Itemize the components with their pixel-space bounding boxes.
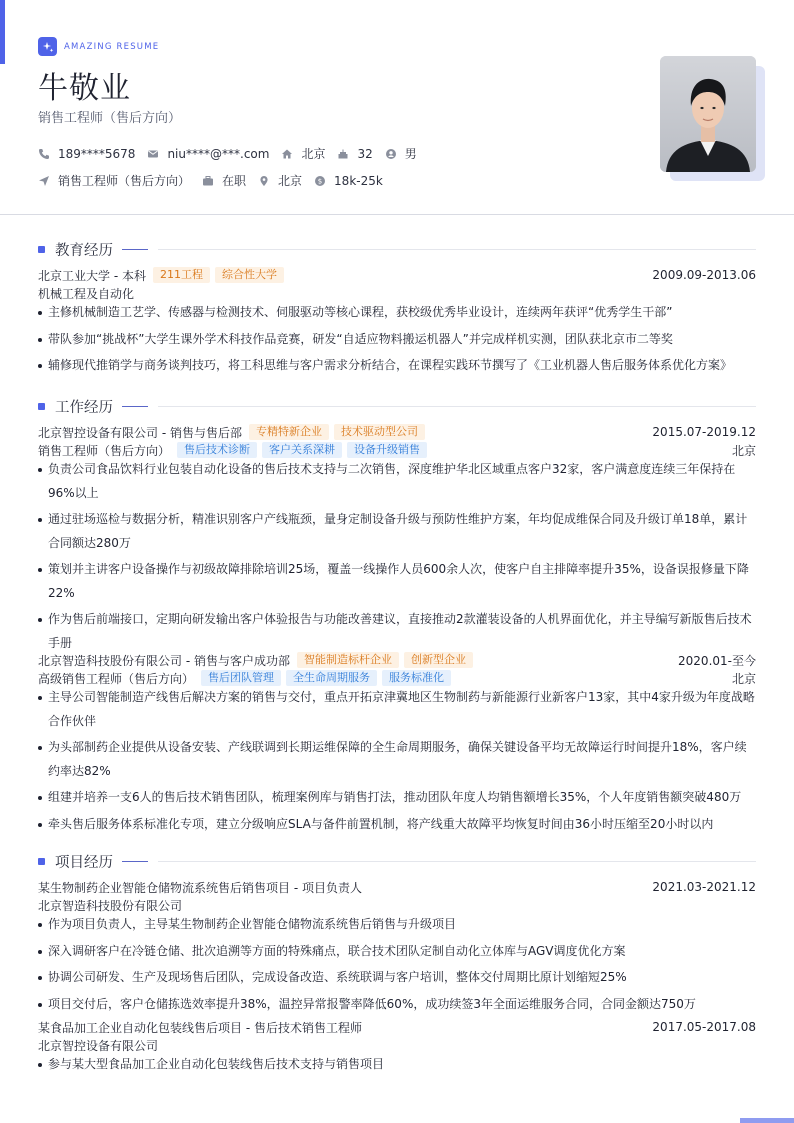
projects-section-title bbox=[38, 851, 756, 872]
work-location: 北京 bbox=[731, 671, 756, 686]
target-city-item bbox=[258, 172, 302, 189]
list-item: 为头部制药企业提供从设备安装、产线联调到长期运维保障的全生命周期服务，确保关键设备平均无故障运行时间提升18%，客户续约率达82% bbox=[38, 736, 756, 783]
phone-icon bbox=[38, 148, 50, 160]
svg-text:$: $ bbox=[317, 177, 323, 186]
age-item bbox=[337, 147, 372, 161]
skill-tag: 售后技术诊断 bbox=[177, 442, 257, 458]
project-company-line bbox=[38, 896, 756, 914]
target-role-item bbox=[38, 172, 190, 189]
education-bullets bbox=[38, 301, 756, 381]
education-section-title bbox=[38, 239, 756, 260]
salary-value: 18k-25k bbox=[334, 173, 383, 188]
cake-icon bbox=[337, 148, 349, 160]
company-line: 北京智造科技股份有限公司 - 销售与客户成功部 bbox=[38, 653, 290, 668]
project-company: 北京智控设备有限公司 bbox=[38, 1038, 159, 1053]
phone-item bbox=[38, 147, 135, 161]
list-item: 作为项目负责人，主导某生物制药企业智能仓储物流系统售后销售与升级项目 bbox=[38, 913, 756, 937]
education-major-line bbox=[38, 284, 756, 302]
list-item: 带队参加“挑战杯”大学生课外学术科技作品竞赛，研发“自适应物料搬运机器人”并完成样机实测，团队获北京市二等奖 bbox=[38, 328, 756, 352]
work-section-title bbox=[38, 396, 756, 417]
briefcase-icon bbox=[202, 175, 214, 187]
city-item bbox=[281, 145, 325, 162]
company-line: 北京智控设备有限公司 - 销售与售后部 bbox=[38, 425, 242, 440]
project-entry-header bbox=[38, 1018, 756, 1036]
project-company-line bbox=[38, 1036, 756, 1054]
list-item: 主导公司智能制造产线售后解决方案的销售与交付，重点开拓京津冀地区生物制药与新能源行业新客户13家，其中4家升级为年度战略合作伙伴 bbox=[38, 686, 756, 733]
candidate-role: 销售工程师（售后方向） bbox=[38, 111, 182, 126]
status-value: 在职 bbox=[222, 174, 247, 188]
city-value: 北京 bbox=[301, 147, 326, 161]
brand bbox=[38, 37, 159, 56]
company-tag: 智能制造标杆企业 bbox=[297, 652, 399, 668]
list-item: 牵头售后服务体系标准化专项，建立分级响应SLA与备件前置机制，将产线重大故障平均恢复时间由36小时压缩至20小时以内 bbox=[38, 813, 756, 837]
skill-tag: 服务标准化 bbox=[382, 670, 451, 686]
work-date: 2020.01-至今 bbox=[678, 653, 756, 668]
phone-value: 189****5678 bbox=[58, 146, 136, 161]
list-item: 策划并主讲客户设备操作与初级故障排除培训25场，覆盖一线操作人员600余人次，使客户自主排障率提升35%，设备误报修量下降22% bbox=[38, 558, 756, 605]
work-bullets bbox=[38, 686, 756, 839]
gender-item bbox=[385, 145, 417, 162]
send-icon bbox=[38, 175, 50, 187]
age-value: 32 bbox=[357, 146, 373, 161]
gender-value: 男 bbox=[404, 147, 417, 161]
list-item: 协调公司研发、生产及现场售后团队，完成设备改造、系统联调与客户培训，整体交付周期比原计划缩短25% bbox=[38, 966, 756, 990]
projects-title: 项目经历 bbox=[55, 855, 113, 871]
company-tag: 创新型企业 bbox=[404, 652, 473, 668]
section-rule bbox=[158, 406, 756, 407]
school-tag: 211工程 bbox=[153, 267, 210, 283]
major: 机械工程及自动化 bbox=[38, 286, 135, 301]
project-entry-header bbox=[38, 878, 756, 896]
section-rule bbox=[158, 861, 756, 862]
list-item: 主修机械制造工艺学、传感器与检测技术、伺服驱动等核心课程，获校级优秀毕业设计，连续两年获评“优秀学生干部” bbox=[38, 301, 756, 325]
salary-item bbox=[314, 174, 383, 188]
work-position-line bbox=[38, 669, 756, 687]
list-item: 辅修现代推销学与商务谈判技巧，将工科思维与客户需求分析结合，在课程实践环节撰写了《工业机器人售后服务体系优化方案》 bbox=[38, 354, 756, 378]
home-icon bbox=[281, 148, 293, 160]
work-location: 北京 bbox=[731, 443, 756, 458]
section-marker bbox=[38, 858, 45, 865]
project-date: 2021.03-2021.12 bbox=[652, 880, 756, 894]
mail-icon bbox=[147, 148, 159, 160]
skill-tag: 全生命周期服务 bbox=[286, 670, 377, 686]
work-title: 工作经历 bbox=[55, 400, 113, 416]
education-title: 教育经历 bbox=[55, 243, 113, 259]
list-item: 作为售后前端接口，定期向研发输出客户体验报告与功能改善建议，直接推动2款灌装设备的人机界面优化，并主导编写新版售后技术手册 bbox=[38, 608, 756, 655]
location-pin-icon bbox=[258, 175, 270, 187]
list-item: 项目交付后，客户仓储拣选效率提升38%，温控异常报警率降低60%，成功续签3年全面运维服务合同，合同金额达750万 bbox=[38, 993, 756, 1017]
education-entry-header bbox=[38, 266, 756, 284]
skill-tag: 售后团队管理 bbox=[201, 670, 281, 686]
bottom-accent-bar bbox=[740, 1118, 794, 1123]
project-bullets bbox=[38, 913, 756, 1019]
money-icon bbox=[314, 175, 326, 187]
skill-tag: 设备升级销售 bbox=[347, 442, 427, 458]
list-item: 组建并培养一支6人的售后技术销售团队，梳理案例库与销售打法，推动团队年度人均销售额增长35%，个人年度销售额突破480万 bbox=[38, 786, 756, 810]
position: 高级销售工程师（售后方向） bbox=[38, 671, 195, 686]
section-dash bbox=[122, 406, 148, 407]
project-company: 北京智造科技股份有限公司 bbox=[38, 898, 183, 913]
section-dash bbox=[122, 861, 148, 862]
section-marker bbox=[38, 246, 45, 253]
school-line: 北京工业大学 - 本科 bbox=[38, 268, 146, 283]
list-item: 通过驻场巡检与数据分析，精准识别客户产线瓶颈，量身定制设备升级与预防性维护方案，年均促成维保合同及升级订单18单，累计合同额达280万 bbox=[38, 508, 756, 555]
work-entry-header bbox=[38, 651, 756, 669]
list-item: 负责公司食品饮料行业包装自动化设备的售后技术支持与二次销售，深度维护华北区域重点客户32家，客户满意度连续三年保持在96%以上 bbox=[38, 458, 756, 505]
list-item: 参与某大型食品加工企业自动化包装线售后技术支持与销售项目 bbox=[38, 1053, 756, 1077]
candidate-name: 牛敬业 bbox=[38, 71, 131, 106]
resume-header bbox=[0, 0, 794, 215]
project-bullets bbox=[38, 1053, 756, 1080]
user-circle-icon bbox=[385, 148, 397, 160]
company-tag: 技术驱动型公司 bbox=[334, 424, 425, 440]
status-item bbox=[202, 172, 246, 189]
email-value: niu****@***.com bbox=[167, 146, 270, 161]
work-bullets bbox=[38, 458, 756, 658]
project-name: 某食品加工企业自动化包装线售后项目 - 售后技术销售工程师 bbox=[38, 1020, 362, 1035]
school-tag: 综合性大学 bbox=[215, 267, 284, 283]
contact-row bbox=[38, 145, 429, 162]
project-date: 2017.05-2017.08 bbox=[652, 1020, 756, 1034]
skill-tag: 客户关系深耕 bbox=[262, 442, 342, 458]
brand-name: AMAZING RESUME bbox=[64, 41, 160, 52]
position: 销售工程师（售后方向） bbox=[38, 443, 171, 458]
section-rule bbox=[158, 249, 756, 250]
education-date: 2009.09-2013.06 bbox=[652, 268, 756, 282]
section-dash bbox=[122, 249, 148, 250]
target-city-value: 北京 bbox=[278, 174, 303, 188]
job-intention-row bbox=[38, 172, 395, 189]
email-item bbox=[147, 147, 269, 161]
section-marker bbox=[38, 403, 45, 410]
work-date: 2015.07-2019.12 bbox=[652, 425, 756, 439]
profile-photo bbox=[660, 56, 756, 172]
work-entry-header bbox=[38, 423, 756, 441]
sparkle-icon bbox=[38, 37, 57, 56]
target-role-value: 销售工程师（售后方向） bbox=[58, 174, 191, 188]
company-tag: 专精特新企业 bbox=[249, 424, 329, 440]
work-position-line bbox=[38, 441, 756, 459]
list-item: 深入调研客户在冷链仓储、批次追溯等方面的特殊痛点，联合技术团队定制自动化立体库与AGV调度优化方案 bbox=[38, 940, 756, 964]
project-name: 某生物制药企业智能仓储物流系统售后销售项目 - 项目负责人 bbox=[38, 880, 362, 895]
